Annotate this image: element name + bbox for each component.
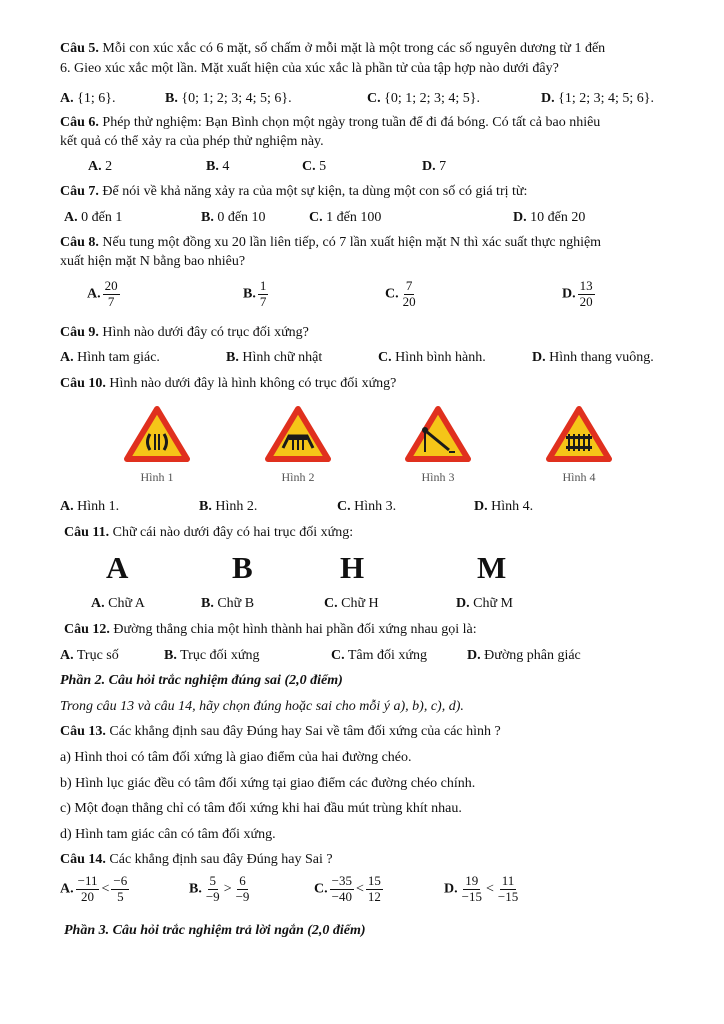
q6-option-d[interactable]: D. 7 (422, 159, 447, 174)
q5-option-d[interactable]: D. {1; 2; 3; 4; 5; 6}. (541, 91, 655, 106)
q7-option-c[interactable]: C. 1 đến 100 (309, 210, 382, 225)
q5-label: Câu 5. (60, 41, 99, 56)
q6-option-c[interactable]: C. 5 (302, 159, 327, 174)
q9-options (60, 349, 675, 369)
q10-options (60, 498, 675, 518)
q6-option-b[interactable]: B. 4 (206, 159, 230, 174)
q13-label: Câu 13. (60, 724, 106, 739)
q10-line1 (60, 375, 396, 393)
q8-line1 (60, 234, 601, 252)
q7-options (60, 209, 675, 229)
q13-item-c[interactable]: c) Một đoạn thẳng chỉ có tâm đối xứng khi hai đầu mút trùng khít nhau. (60, 801, 462, 816)
q13-item-a[interactable]: a) Hình thoi có tâm đối xứng là giao điểm của hai đường chéo. (60, 750, 412, 765)
q8-text1: Nếu tung một đồng xu 20 lần liên tiếp, có 7 lần xuất hiện mặt N thì xác suất thực nghiệm (98, 235, 602, 250)
q7-line1 (60, 183, 527, 201)
q13-line1 (60, 723, 501, 741)
caption-hinh-2: Hình 2 (281, 470, 315, 485)
q14-line1 (60, 851, 333, 869)
q11-option-b[interactable]: B. Chữ B (201, 596, 255, 611)
q5-option-b[interactable]: B. {0; 1; 2; 3; 4; 5; 6}. (165, 91, 292, 106)
q10-option-b[interactable]: B. Hình 2. (199, 499, 258, 514)
q6-line1 (60, 114, 600, 132)
q5-option-c[interactable]: C. {0; 1; 2; 3; 4; 5}. (367, 91, 481, 106)
q11-label: Câu 11. (64, 525, 110, 540)
q5-line1 (60, 40, 605, 58)
q6-line2: kết quả có thể xảy ra của phép thử nghiệm này. (60, 134, 324, 149)
sign-hinh-4 (544, 406, 614, 486)
q10-label: Câu 10. (60, 376, 106, 391)
q7-option-a[interactable]: A. 0 đến 1 (64, 210, 123, 225)
q5-text1: Mỗi con xúc xắc có 6 mặt, số chấm ở mỗi mặt là một trong các số nguyên dương từ 1 đến (98, 41, 606, 56)
q11-option-c[interactable]: C. Chữ H (324, 596, 379, 611)
q9-text1: Hình nào dưới đây có trục đối xứng? (98, 325, 309, 340)
q11-option-a[interactable]: A. Chữ A (91, 596, 145, 611)
q12-option-b[interactable]: B. Trục đối xứng (164, 648, 260, 663)
q13-item-b[interactable]: b) Hình lục giác đều có tâm đối xứng tại giao điểm các đường chéo chính. (60, 776, 476, 791)
letter-m: M (477, 550, 507, 585)
q14-option-c[interactable]: C. $\frac{-35}{-40}$ < $\frac{15}{12}$ (314, 873, 381, 904)
q13-item-d[interactable]: d) Hình tam giác cân có tâm đối xứng. (60, 827, 276, 842)
q8-options (60, 279, 675, 319)
q6-options (60, 158, 675, 178)
part3-title: Phần 3. Câu hỏi trắc nghiệm trả lời ngắn (2,0 điểm) (64, 923, 366, 938)
q12-option-c[interactable]: C. Tâm đối xứng (331, 648, 428, 663)
q10-option-c[interactable]: C. Hình 3. (337, 499, 397, 514)
letter-b: B (232, 550, 253, 585)
q8-option-a[interactable]: A. $\frac{20}{7}$ (87, 278, 118, 309)
sign-hinh-3 (403, 406, 473, 486)
q12-line1 (64, 621, 477, 639)
caption-hinh-1: Hình 1 (140, 470, 174, 485)
q7-label: Câu 7. (60, 184, 99, 199)
part2-instruction: Trong câu 13 và câu 14, hãy chọn đúng hoặc sai cho mỗi ý a), b), c), d). (60, 699, 464, 714)
q12-option-a[interactable]: A. Trục số (60, 648, 119, 663)
railway-crossing-sign-icon (546, 406, 612, 462)
q7-option-b[interactable]: B. 0 đến 10 (201, 210, 266, 225)
letter-h: H (340, 550, 365, 585)
caption-hinh-3: Hình 3 (421, 470, 455, 485)
q8-option-c[interactable]: C. $\frac{7}{20}$ (385, 278, 416, 309)
q11-text1: Chữ cái nào dưới đây có hai trục đối xứng: (109, 525, 354, 540)
q12-options (60, 647, 675, 667)
q8-label: Câu 8. (60, 235, 99, 250)
q12-option-d[interactable]: D. Đường phân giác (467, 648, 581, 663)
q14-options (60, 874, 675, 914)
q9-line1 (60, 324, 309, 342)
q9-option-b[interactable]: B. Hình chữ nhật (226, 350, 323, 365)
q11-line1 (64, 524, 353, 542)
level-crossing-barrier-sign-icon (405, 406, 471, 462)
q14-option-b[interactable]: B. $\frac{5}{-9}$ > $\frac{6}{-9}$ (189, 873, 250, 904)
q8-line2: xuất hiện mặt N bằng bao nhiêu? (60, 254, 246, 269)
q11-letters (60, 548, 675, 588)
q5-line2: 6. Gieo xúc xắc một lần. Mặt xuất hiện của xúc xắc là phần tử của tập hợp nào dưới đây? (60, 61, 559, 76)
q12-text1: Đường thẳng chia một hình thành hai phần đối xứng nhau gọi là: (109, 622, 477, 637)
q14-option-d[interactable]: D. $\frac{19}{-15}$ < $\frac{11}{-15}$ (444, 873, 519, 904)
q14-option-a[interactable]: A. $\frac{-11}{20}$ < $\frac{-6}{5}$ (60, 873, 128, 904)
q11-option-d[interactable]: D. Chữ M (456, 596, 513, 611)
q5-option-a[interactable]: A. {1; 6}. (60, 91, 116, 106)
q10-option-a[interactable]: A. Hình 1. (60, 499, 120, 514)
q8-option-b[interactable]: B. $\frac{1}{7}$ (243, 278, 267, 309)
q8-option-d[interactable]: D. $\frac{13}{20}$ (562, 278, 593, 309)
narrow-bridge-sign-icon (124, 406, 190, 462)
bridge-sign-icon (265, 406, 331, 462)
sign-hinh-2 (263, 406, 333, 486)
q6-label: Câu 6. (60, 115, 99, 130)
q9-option-a[interactable]: A. Hình tam giác. (60, 350, 160, 365)
q6-option-a[interactable]: A. 2 (88, 159, 113, 174)
q14-text1: Các khẳng định sau đây Đúng hay Sai ? (105, 852, 333, 867)
q12-label: Câu 12. (64, 622, 110, 637)
q6-text1: Phép thử nghiệm: Bạn Bình chọn một ngày trong tuần để đi đá bóng. Có tất cả bao nhiêu (98, 115, 601, 130)
q7-text1: Để nói về khả năng xảy ra của một sự kiện, ta dùng một con số có giá trị từ: (98, 184, 528, 199)
q14-label: Câu 14. (60, 852, 106, 867)
caption-hinh-4: Hình 4 (562, 470, 596, 485)
q9-label: Câu 9. (60, 325, 99, 340)
q13-text1: Các khẳng định sau đây Đúng hay Sai về tâm đối xứng của các hình ? (105, 724, 501, 739)
q11-options (60, 595, 675, 615)
q10-text1: Hình nào dưới đây là hình không có trục đối xứng? (105, 376, 397, 391)
q7-option-d[interactable]: D. 10 đến 20 (513, 210, 586, 225)
part2-title: Phần 2. Câu hỏi trắc nghiệm đúng sai (2,0 điểm) (60, 673, 343, 688)
sign-hinh-1 (122, 406, 192, 486)
q5-options (60, 90, 675, 110)
letter-a: A (106, 550, 129, 585)
q9-option-c[interactable]: C. Hình bình hành. (378, 350, 486, 365)
q10-option-d[interactable]: D. Hình 4. (474, 499, 534, 514)
q9-option-d[interactable]: D. Hình thang vuông. (532, 350, 654, 365)
